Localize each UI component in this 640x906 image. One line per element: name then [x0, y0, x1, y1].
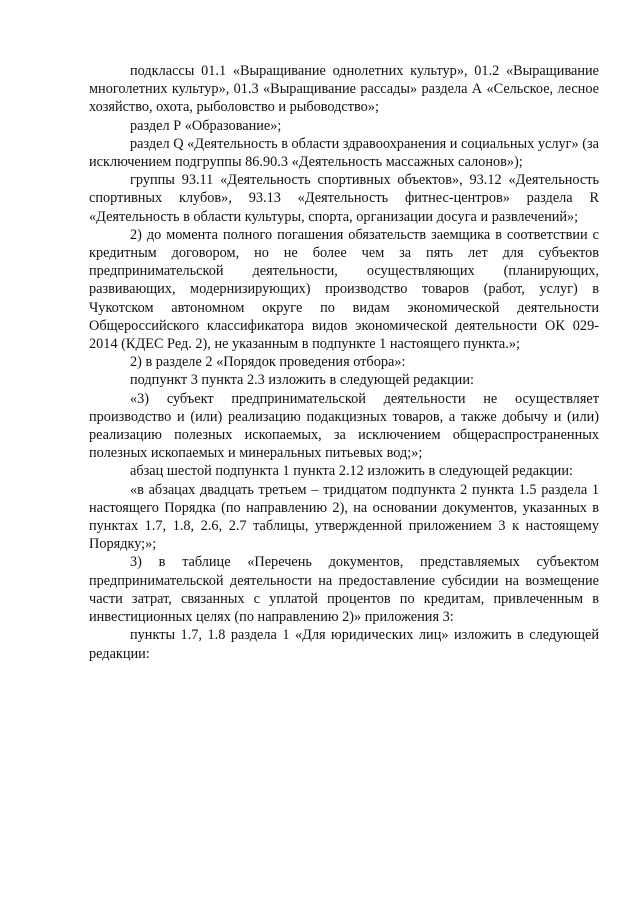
paragraph-item-2: 2) до момента полного погашения обязательств заемщика в соответствии с кредитным договором, но не более чем за пять лет для субъектов предпринимательской деятельности, осуществляющих (планирующих, развивающих, модернизирующих) производство товаров (работ, услуг) в Чукотском автономном округе по видам экономической деятельности Общероссийского классификатора видов экономической деятельности ОК 029-2014 (КДЕС Ред. 2), не указанным в подпункте 1 настоящего пункта.»;: [89, 226, 599, 353]
paragraph-subitem-3-intro: подпункт 3 пункта 2.3 изложить в следующей редакции:: [130, 372, 474, 389]
paragraph-subitem-3-text: «3) субъект предпринимательской деятельности не осуществляет производство и (или) реализацию подакцизных товаров, а также добычу и (или) реализацию полезных ископаемых, за исключением общераспространенных полезных ископаемых и минеральных питьевых вод;»;: [89, 390, 599, 462]
paragraph-abzats-intro: абзац шестой подпункта 1 пункта 2.12 изложить в следующей редакции:: [130, 463, 573, 480]
paragraph-section-p: раздел Р «Образование»;: [130, 117, 282, 134]
paragraph-section-q: раздел Q «Деятельность в области здравоохранения и социальных услуг» (за исключением подгруппы 86.90.3 «Деятельность массажных салонов»);: [89, 135, 599, 171]
paragraph-abzats-text: «в абзацах двадцать третьем – тридцатом подпункта 2 пункта 1.5 раздела 1 настоящего Порядка (по направлению 2), на основании документов, указанных в пунктах 1.7, 1.8, 2.6, 2.7 таблицы, утвержденной приложением 3 к настоящему Порядку;»;: [89, 481, 599, 553]
paragraph-item-3-table: 3) в таблице «Перечень документов, представляемых субъектом предпринимательской деятельности на предоставление субсидии на возмещение части затрат, связанных с уплатой процентов по кредитам, привлеченным в инвестиционных целях (по направлению 2)» приложения 3:: [89, 554, 599, 626]
paragraph-points-1-7-1-8: пункты 1.7, 1.8 раздела 1 «Для юридических лиц» изложить в следующей редакции:: [89, 627, 599, 662]
document-body: [89, 62, 599, 663]
paragraph-groups-93: группы 93.11 «Деятельность спортивных объектов», 93.12 «Деятельность спортивных клубов», 93.13 «Деятельность фитнес-центров» раздела R «Деятельность в области культуры, спорта, организации досуга и развлечений»;: [89, 172, 599, 225]
paragraph-section-2-heading: 2) в разделе 2 «Порядок проведения отбора»:: [130, 354, 406, 371]
paragraph-subclasses: подклассы 01.1 «Выращивание однолетних культур», 01.2 «Выращивание многолетних культур», 01.3 «Выращивание рассады» раздела А «Сельское, лесное хозяйство, охота, рыболовство и рыбоводство»;: [89, 63, 599, 116]
